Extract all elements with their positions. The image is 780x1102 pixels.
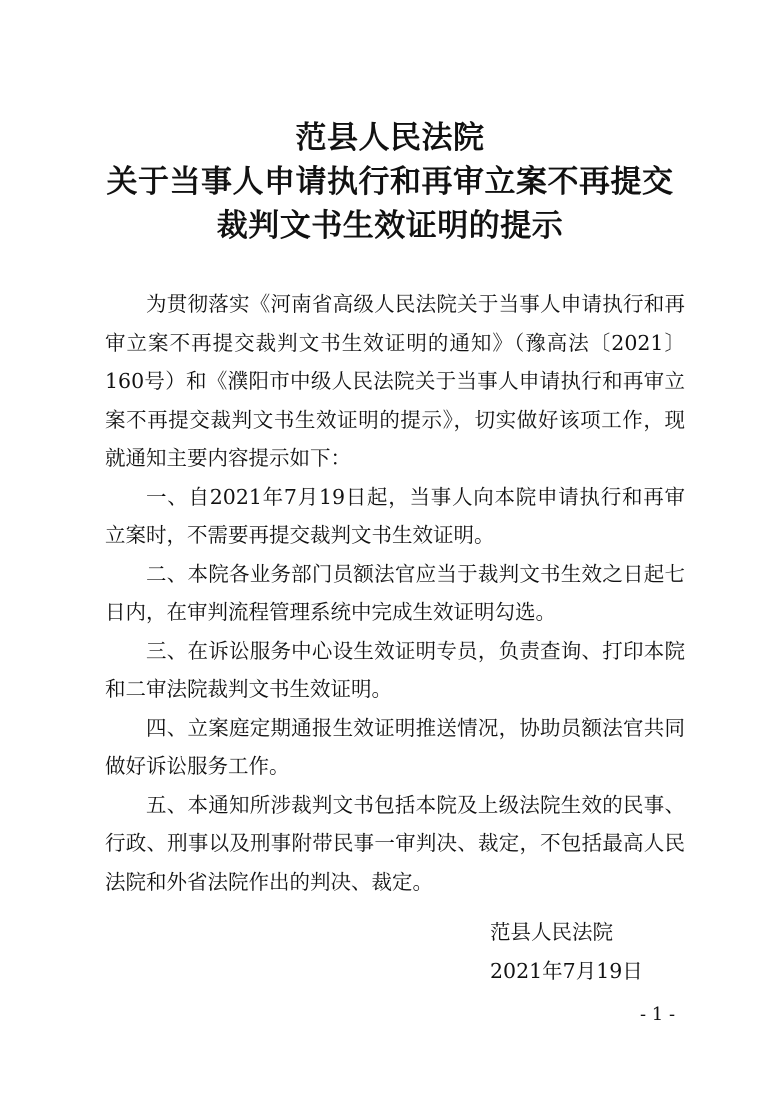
paragraph-item-4: 四、立案庭定期通报生效证明推送情况，协助员额法官共同做好诉讼服务工作。 bbox=[105, 715, 685, 778]
signature-date: 2021年7月19日 bbox=[490, 959, 643, 983]
paragraph-item-3: 三、在诉讼服务中心设生效证明专员，负责查询、打印本院和二审法院裁判文书生效证明。 bbox=[105, 638, 685, 701]
paragraph-intro: 为贯彻落实《河南省高级人民法院关于当事人申请执行和再审立案不再提交裁判文书生效证明的通知》（豫高法〔2021〕160号）和《濮阳市中级人民法院关于当事人申请执行和再审立案不再提交裁判文书生效证明的提示》，切实做好该项工作，现就通知主要内容提示如下： bbox=[105, 292, 685, 470]
paragraph-item-5: 五、本通知所涉裁判文书包括本院及上级法院生效的民事、行政、刑事以及刑事附带民事一审判决、裁定，不包括最高人民法院和外省法院作出的判决、裁定。 bbox=[105, 792, 685, 894]
title-line-3: 裁判文书生效证明的提示 bbox=[216, 208, 564, 244]
title-line-1: 范县人民法院 bbox=[295, 120, 485, 156]
document-body bbox=[105, 285, 685, 901]
title-line-2: 关于当事人申请执行和再审立案不再提交 bbox=[106, 164, 674, 200]
paragraph-item-1: 一、自2021年7月19日起，当事人向本院申请执行和再审立案时，不需要再提交裁判文书生效证明。 bbox=[105, 484, 685, 547]
page-number: - 1 - bbox=[640, 1004, 676, 1025]
paragraph-item-2: 二、本院各业务部门员额法官应当于裁判文书生效之日起七日内，在审判流程管理系统中完成生效证明勾选。 bbox=[105, 561, 685, 624]
signature-org: 范县人民法院 bbox=[490, 920, 613, 944]
